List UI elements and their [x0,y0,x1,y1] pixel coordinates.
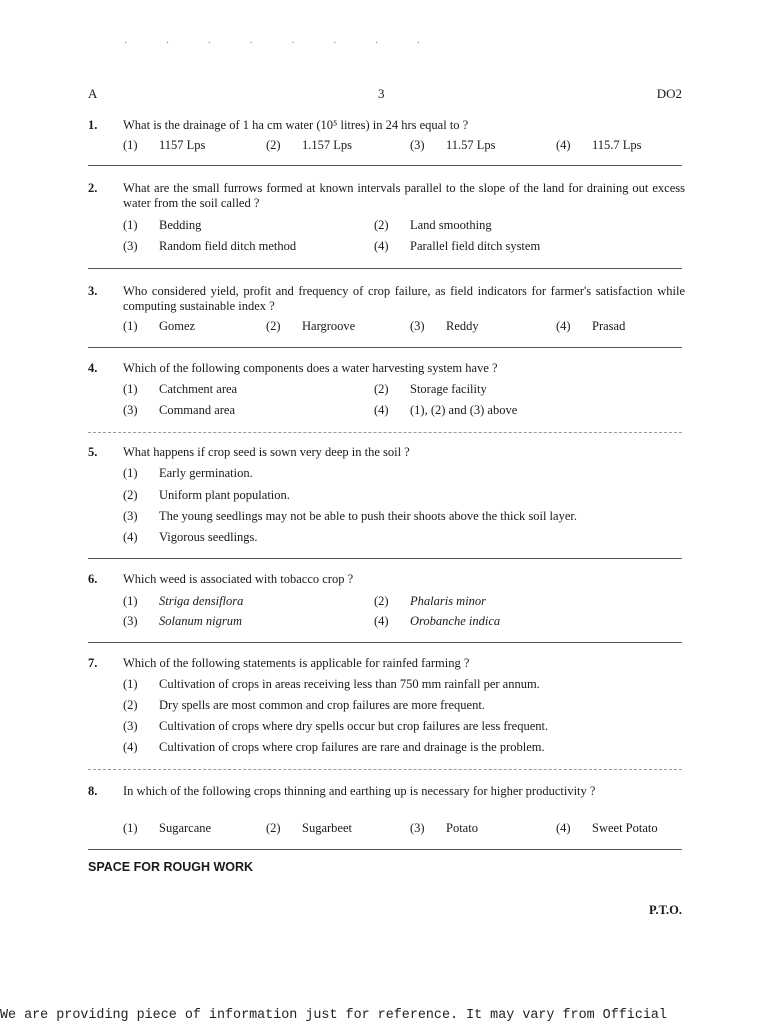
question-6-option-3: (3) Solanum nigrum [123,614,242,628]
question-2-text: What are the small furrows formed at known intervals parallel to the slope of the land for draining out excess water from the soil called ? [123,181,685,210]
booklet-code: DO2 [656,86,682,101]
question-6-option-4: (4) Orobanche indica [374,614,501,628]
question-6-option-2: (2) Phalaris minor [374,594,487,608]
question-1-option-4: (4) 115.7 Lps [556,138,642,152]
question-5-number: 5. [88,445,98,459]
question-5-option-3: (3) The young seedlings may not be able to push their shoots above the thick soil layer. [123,509,577,523]
question-7-option-4: (4) Cultivation of crops where crop failures are rare and drainage is the problem. [123,740,545,754]
question-7-option-1: (1) Cultivation of crops in areas receiving less than 750 mm rainfall per annum. [123,677,540,691]
divider [88,558,682,559]
divider [88,347,682,348]
question-6-option-1: (1) Striga densiflora [123,594,244,608]
question-1-text: What is the drainage of 1 ha cm water (10⁵ litres) in 24 hrs equal to ? [123,118,469,132]
disclaimer-footer: We are providing piece of information just for reference. It may vary from Official [0,1008,667,1023]
question-5-option-4: (4) Vigorous seedlings. [123,530,258,544]
question-4-option-2: (2) Storage facility [374,382,487,396]
question-7-number: 7. [88,656,98,670]
question-8-number: 8. [88,784,98,798]
rough-work-heading: SPACE FOR ROUGH WORK [88,860,254,874]
question-5-option-2: (2) Uniform plant population. [123,488,290,502]
divider [88,849,682,850]
divider [88,769,682,770]
divider [88,432,682,433]
question-4-option-4: (4) (1), (2) and (3) above [374,403,518,417]
series-label: A [88,86,98,101]
question-8-option-4: (4) Sweet Potato [556,821,658,835]
question-5-option-1: (1) Early germination. [123,466,253,480]
question-1-option-3: (3) 11.57 Lps [410,138,496,152]
question-7-option-3: (3) Cultivation of crops where dry spells occur but crop failures are less frequent. [123,719,549,733]
question-2-number: 2. [88,181,98,195]
question-8-option-1: (1) Sugarcane [123,821,212,835]
divider [88,165,682,166]
question-2-option-3: (3) Random field ditch method [123,239,297,253]
page-header [88,86,682,104]
pto-label: P.T.O. [649,903,682,917]
divider [88,268,682,269]
divider [88,642,682,643]
question-8-option-3: (3) Potato [410,821,478,835]
question-4-option-3: (3) Command area [123,403,236,417]
question-3-option-4: (4) Prasad [556,319,626,333]
question-8-text: In which of the following crops thinning and earthing up is necessary for higher productivity ? [123,784,596,798]
question-6-number: 6. [88,572,98,586]
question-1-number: 1. [88,118,98,132]
question-3-option-1: (1) Gomez [123,319,196,333]
question-3-option-2: (2) Hargroove [266,319,356,333]
question-5-text: What happens if crop seed is sown very deep in the soil ? [123,445,410,459]
question-8-option-2: (2) Sugarbeet [266,821,352,835]
question-2-option-2: (2) Land smoothing [374,218,492,232]
page-number: 3 [378,86,385,101]
question-7-option-2: (2) Dry spells are most common and crop failures are more frequent. [123,698,485,712]
question-4-number: 4. [88,361,98,375]
scan-noise-marks: · · · · · · · · [124,38,439,49]
question-2-option-4: (4) Parallel field ditch system [374,239,541,253]
question-7-text: Which of the following statements is applicable for rainfed farming ? [123,656,470,670]
question-6-text: Which weed is associated with tobacco crop ? [123,572,354,586]
question-3-text: Who considered yield, profit and frequency of crop failure, as field indicators for farmer's satisfaction while computing sustainable index ? [123,284,685,313]
question-1-option-2: (2) 1.157 Lps [266,138,352,152]
question-1-option-1: (1) 1157 Lps [123,138,206,152]
question-2-option-1: (1) Bedding [123,218,202,232]
question-3-number: 3. [88,284,98,298]
question-3-option-3: (3) Reddy [410,319,479,333]
question-4-text: Which of the following components does a water harvesting system have ? [123,361,498,375]
question-4-option-1: (1) Catchment area [123,382,238,396]
